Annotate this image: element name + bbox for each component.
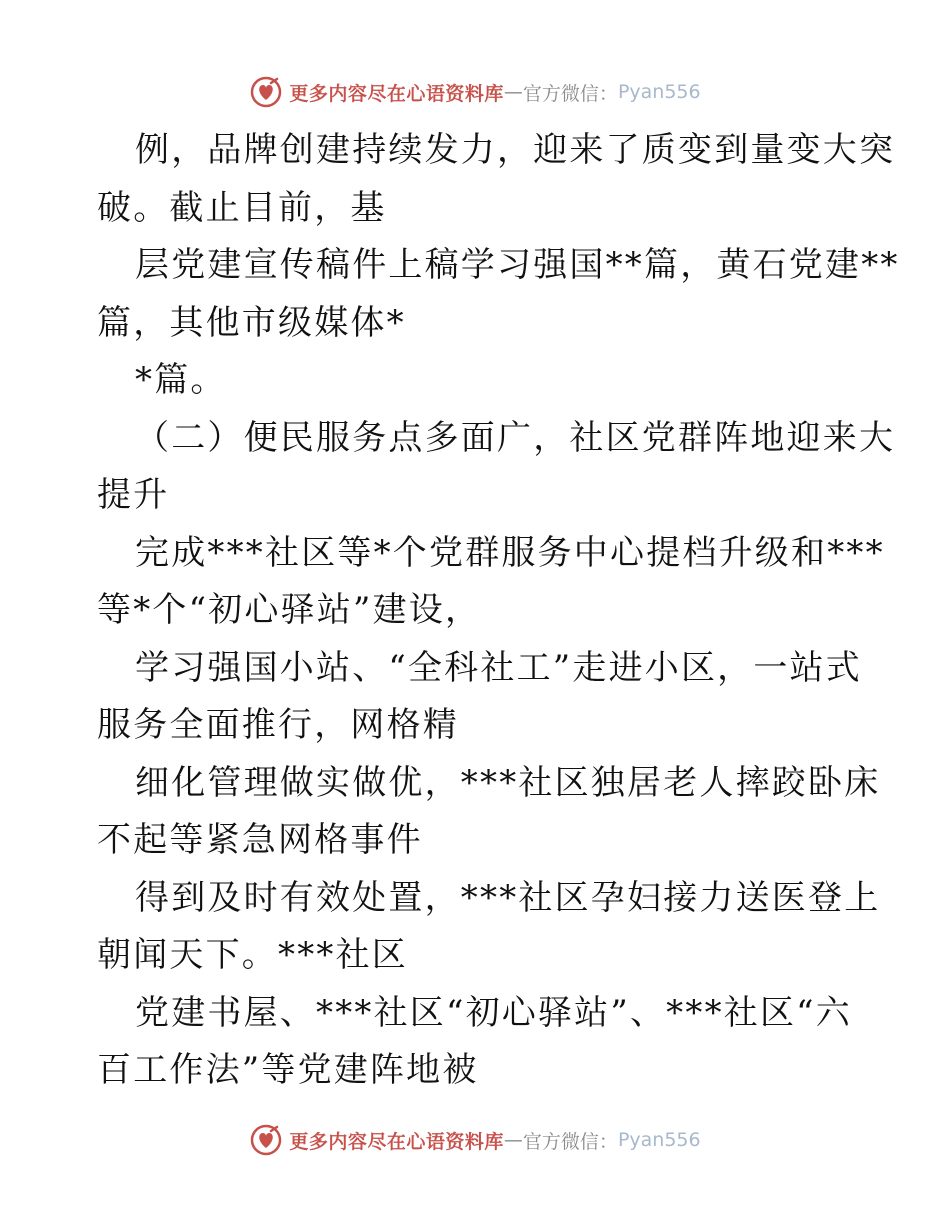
text-line: 不起等紧急网格事件 [97, 820, 423, 860]
heart-pen-icon [249, 1123, 283, 1157]
document-body [97, 122, 900, 1100]
text-line: 破。截止目前，基 [97, 187, 387, 228]
section-heading-cont: 提升 [97, 475, 170, 515]
watermark-site-name: 更多内容尽在心语资料库 [289, 82, 504, 105]
text-line: 等*个“初心驿站”建设， [97, 590, 482, 630]
watermark-site-name: 更多内容尽在心语资料库 [289, 1130, 504, 1153]
text-line: 得到及时有效处置，***社区孕妇接力送医登上 [135, 877, 881, 918]
watermark-wechat-label: 官方微信： [522, 1130, 618, 1153]
watermark-dash: — [503, 81, 523, 103]
text-line: 层党建宣传稿件上稿学习强国**篇，黄石党建** [135, 245, 900, 285]
text-line: 例，品牌创建持续发力，迎来了质变到量变大突 [135, 130, 896, 170]
watermark-wechat-id: Pyan556 [617, 81, 701, 103]
text-line: 百工作法”等党建阵地被 [97, 1050, 479, 1090]
header-watermark [0, 72, 950, 112]
text-line: 篇，其他市级媒体* [97, 302, 406, 343]
watermark-wechat-id: Pyan556 [617, 1129, 701, 1151]
heart-pen-icon [249, 75, 283, 109]
text-line: 完成***社区等*个党群服务中心提档升级和*** [135, 532, 885, 573]
watermark-wechat-label: 官方微信： [522, 82, 618, 105]
text-line: *篇。 [135, 360, 227, 400]
footer-watermark [0, 1120, 950, 1160]
text-line: 细化管理做实做优，***社区独居老人摔跤卧床 [135, 762, 881, 803]
text-line: 学习强国小站、“全科社工”走进小区，一站式 [135, 647, 862, 688]
watermark-dash: — [503, 1129, 523, 1151]
text-line: 服务全面推行，网格精 [97, 705, 459, 745]
section-heading: （二）便民服务点多面广，社区党群阵地迎来大 [135, 417, 896, 458]
text-line: 党建书屋、***社区“初心驿站”、***社区“六 [135, 992, 852, 1033]
text-line: 朝闻天下。***社区 [97, 935, 408, 975]
